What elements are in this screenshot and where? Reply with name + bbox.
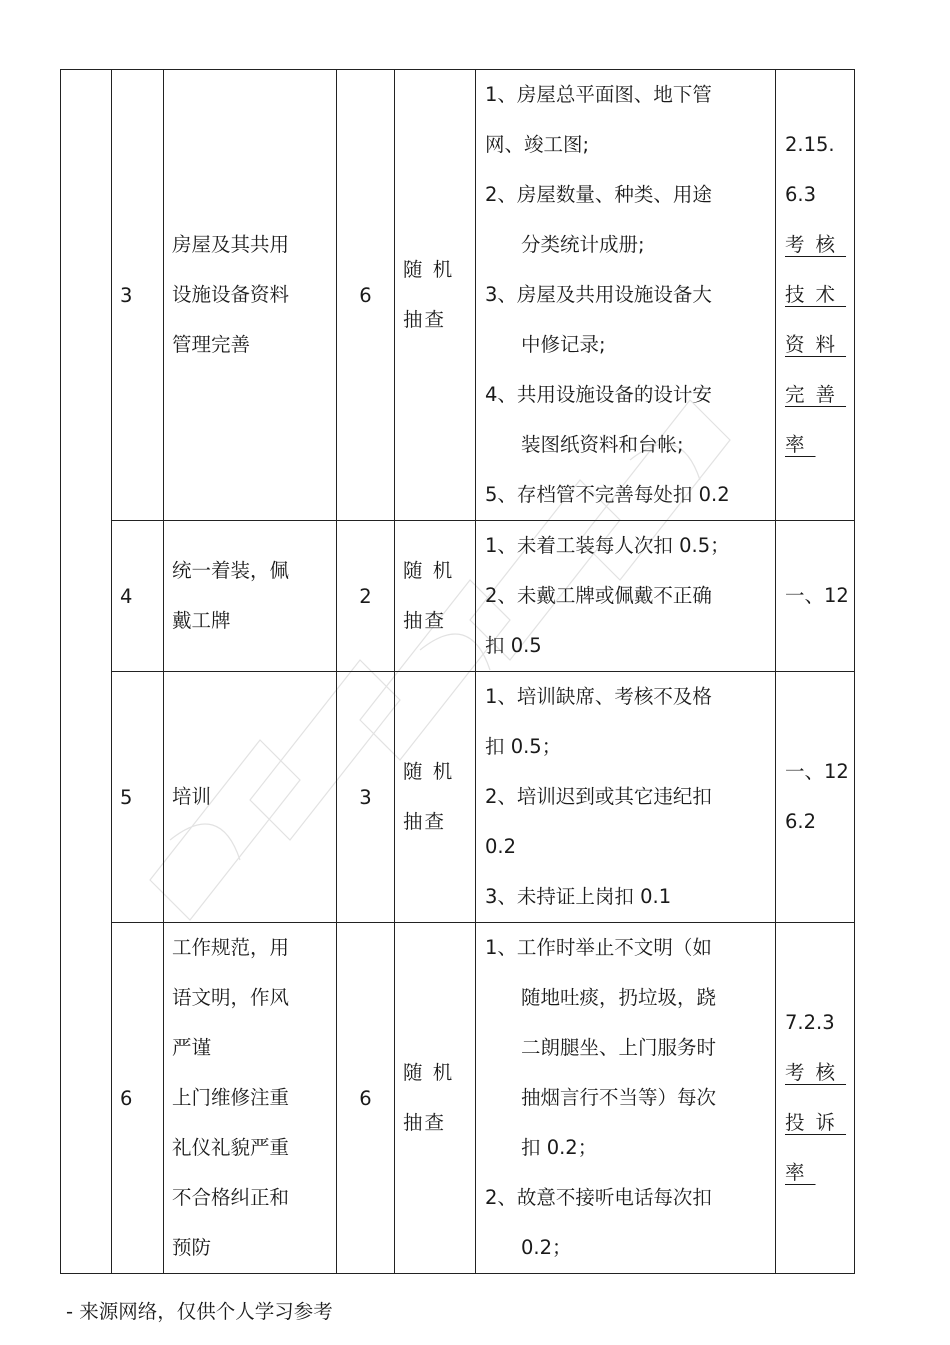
assessment-table	[60, 69, 855, 1274]
deduction-criteria: 1、工作时举止不文明（如 随地吐痰，扔垃圾，跷 二朗腿坐、上门服务时 抽烟言行不当等）每次 扣 0.2； 2、故意不接听电话每次扣 0.2；	[476, 923, 776, 1274]
item-number: 3	[112, 70, 164, 521]
item-score: 6	[337, 923, 395, 1274]
check-method: 随 机 抽查	[395, 70, 476, 521]
category-cell	[61, 70, 112, 1274]
table-row	[61, 923, 855, 1274]
table-row	[61, 672, 855, 923]
check-method: 随 机 抽查	[395, 923, 476, 1274]
item-score: 6	[337, 70, 395, 521]
item-score: 2	[337, 521, 395, 672]
item-name: 统一着装，佩 戴工牌	[164, 521, 337, 672]
table-row	[61, 521, 855, 672]
check-method: 随 机 抽查	[395, 672, 476, 923]
deduction-criteria: 1、未着工装每人次扣 0.5； 2、未戴工牌或佩戴不正确 扣 0.5	[476, 521, 776, 672]
item-name: 房屋及其共用 设施设备资料 管理完善	[164, 70, 337, 521]
table-row	[61, 70, 855, 521]
source-footer: - 来源网络，仅供个人学习参考	[66, 1300, 333, 1323]
item-number: 6	[112, 923, 164, 1274]
item-name: 培训	[164, 672, 337, 923]
reference-clause: 一、12	[776, 521, 855, 672]
item-name: 工作规范，用 语文明，作风 严谨 上门维修注重 礼仪礼貌严重 不合格纠正和 预防	[164, 923, 337, 1274]
reference-clause: 一、12 6.2	[776, 672, 855, 923]
reference-clause: 2.15. 6.3 考核 技术 资料 完善 率	[776, 70, 855, 521]
item-number: 4	[112, 521, 164, 672]
deduction-criteria: 1、培训缺席、考核不及格 扣 0.5； 2、培训迟到或其它违纪扣 0.2 3、未持证上岗扣 0.1	[476, 672, 776, 923]
reference-clause: 7.2.3 考核 投诉 率	[776, 923, 855, 1274]
deduction-criteria: 1、房屋总平面图、地下管 网、竣工图; 2、房屋数量、种类、用途 分类统计成册; 3、房屋及共用设施设备大 中修记录; 4、共用设施设备的设计安 装图纸资料和台帐; 5、存档管不完善每处扣 0.2	[476, 70, 776, 521]
item-score: 3	[337, 672, 395, 923]
check-method: 随 机 抽查	[395, 521, 476, 672]
item-number: 5	[112, 672, 164, 923]
